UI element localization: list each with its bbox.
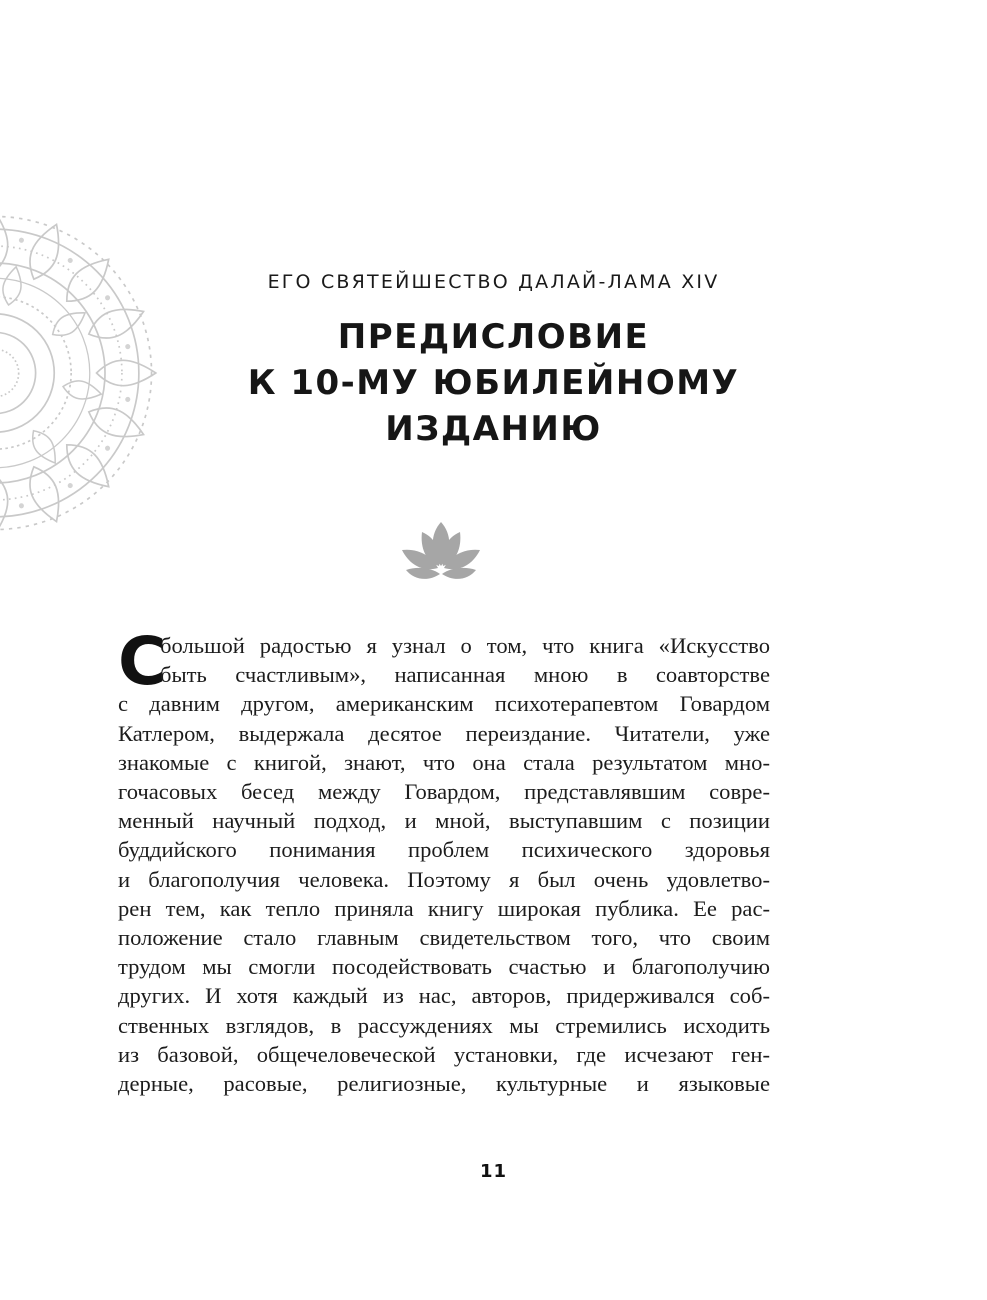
- chapter-author: ЕГО СВЯТЕЙШЕСТВО ДАЛАЙ-ЛАМА XIV: [267, 271, 720, 293]
- text-line: знакомые с книгой, знают, что она стала результатом мно-: [118, 749, 770, 775]
- text-line: Катлером, выдержала десятое переиздание. Читатели, уже: [118, 720, 770, 746]
- text-line: из базовой, общечеловеческой установки, где исчезают ген-: [118, 1041, 770, 1067]
- drop-cap: С: [118, 623, 167, 700]
- chapter-title-line: К 10-МУ ЮБИЛЕЙНОМУ: [247, 363, 740, 403]
- chapter-title-line: ПРЕДИСЛОВИЕ: [337, 317, 650, 357]
- text-line: дерные, расовые, религиозные, культурные и языковые: [118, 1071, 770, 1097]
- text-line: буддийского понимания проблем психического здоровья: [118, 837, 770, 863]
- text-line: трудом мы смогли посодействовать счастью и благополучию: [118, 954, 770, 980]
- body-paragraph: [118, 623, 770, 1098]
- text-line: менный научный подход, и мной, выступавшим с позиции: [118, 808, 770, 834]
- text-line: других. И хотя каждый из нас, авторов, придерживался соб-: [118, 983, 770, 1009]
- page-number: 11: [479, 1161, 508, 1182]
- chapter-title: [0, 314, 987, 452]
- text-line: большой радостью я узнал о том, что книга «Искусство: [160, 633, 770, 658]
- text-line: быть счастливым», написанная мною в соавторстве: [160, 662, 770, 688]
- text-line: и благополучия человека. Поэтому я был очень удовлетво-: [118, 866, 770, 892]
- chapter-title-line: ИЗДАНИЮ: [385, 409, 602, 449]
- text-line: рен тем, как тепло приняла книгу широкая публика. Ее рас-: [118, 895, 770, 921]
- text-line: с давним другом, американским психотерапевтом Говардом: [118, 691, 770, 717]
- text-line: положение стало главным свидетельством того, что своим: [118, 925, 770, 951]
- text-line: гочасовых бесед между Говардом, представлявшим совре-: [118, 779, 770, 805]
- lotus-flower-icon: [398, 520, 484, 584]
- text-line: ственных взглядов, в рассуждениях мы стремились исходить: [118, 1012, 770, 1038]
